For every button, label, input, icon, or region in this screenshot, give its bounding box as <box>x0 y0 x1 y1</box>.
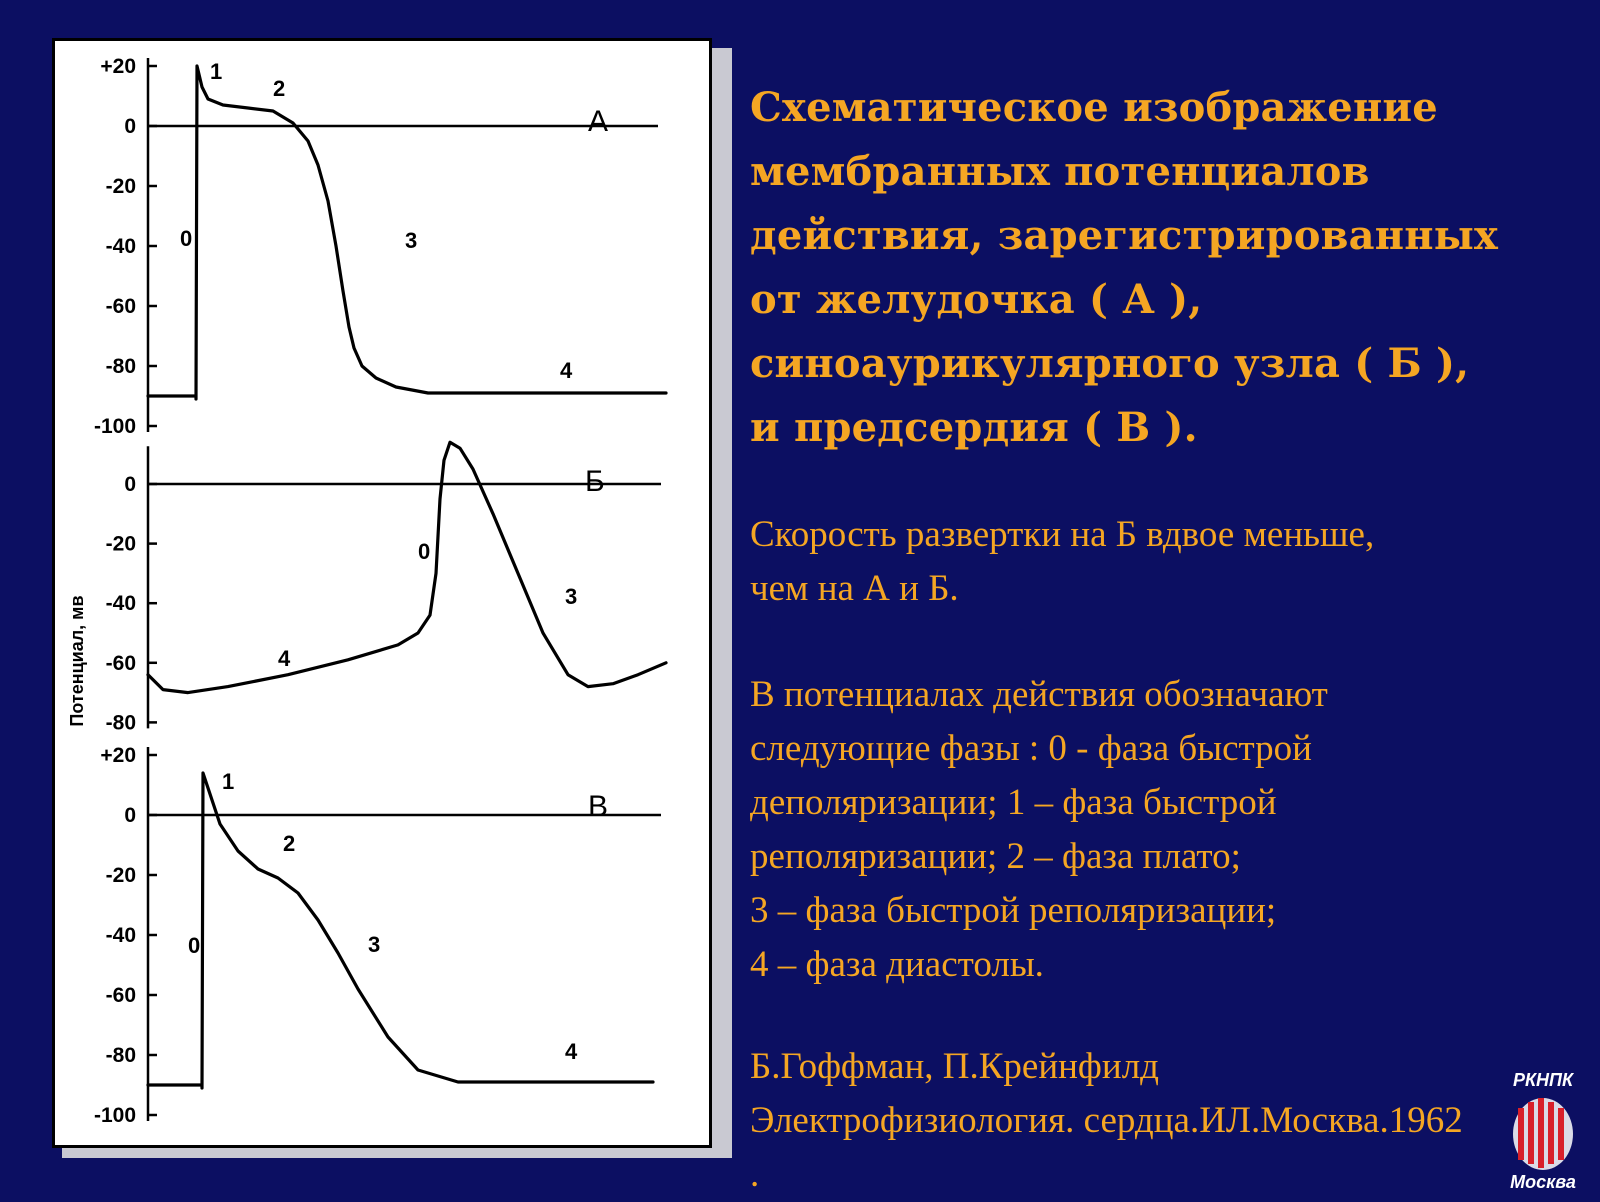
phase-label: 4 <box>560 358 573 383</box>
title-line: Схематическое изображение <box>750 84 1438 131</box>
note-line: 4 – фаза диастолы. <box>750 944 1044 985</box>
note-line: реполяризации; 2 – фаза плато; <box>750 836 1241 877</box>
y-tick-label: +20 <box>100 744 136 767</box>
y-tick-label: -80 <box>105 355 136 378</box>
y-tick-label: +20 <box>100 55 136 78</box>
rknpk-logo <box>1488 1068 1598 1200</box>
y-tick-label: -40 <box>105 592 136 616</box>
logo-mark-icon <box>1510 1094 1576 1172</box>
y-tick-label: -40 <box>105 924 136 947</box>
phase-label: 0 <box>418 539 431 564</box>
phase-label: 2 <box>283 831 296 856</box>
y-tick-label: 0 <box>124 115 136 138</box>
y-tick-label: -60 <box>105 984 136 1007</box>
y-tick-label: -20 <box>105 532 136 556</box>
y-tick-label: -40 <box>105 235 136 258</box>
panel-letter: В <box>588 790 609 823</box>
phases-description <box>750 668 1570 992</box>
y-tick-label: -80 <box>105 711 136 735</box>
y-tick-label: -60 <box>105 651 136 675</box>
title-line: действия, зарегистрированных <box>750 212 1499 259</box>
phase-label: 3 <box>565 584 578 609</box>
y-tick-label: 0 <box>124 804 136 827</box>
phase-label: 1 <box>210 59 223 84</box>
phase-label: 1 <box>222 769 235 794</box>
action-potential-chart <box>55 41 709 1145</box>
citation-trailing-dot: . <box>750 1154 760 1195</box>
action-potential-figure <box>52 38 712 1148</box>
y-axis-label: Потенциал, мв <box>67 595 87 727</box>
logo-bottom-text: Москва <box>1510 1172 1576 1192</box>
y-tick-label: -20 <box>105 864 136 887</box>
note-line: чем на А и Б. <box>750 568 959 609</box>
y-tick-label: -60 <box>105 295 136 318</box>
note-line: 3 – фаза быстрой реполяризации; <box>750 890 1277 931</box>
y-tick-label: -80 <box>105 1044 136 1067</box>
note-line: Скорость развертки на Б вдвое меньше, <box>750 514 1375 555</box>
panel-letter: А <box>588 105 609 138</box>
source-citation <box>750 1040 1600 1202</box>
panel-letter: Б <box>585 465 605 498</box>
sweep-speed-note <box>750 508 1570 616</box>
action-potential-curve <box>148 773 653 1088</box>
phase-label: 3 <box>368 932 381 957</box>
logo-top-text: РКНПК <box>1512 1070 1574 1090</box>
phase-label: 4 <box>565 1039 578 1064</box>
citation-line: Б.Гоффман, П.Крейнфилд <box>750 1046 1159 1087</box>
title-line: синоаурикулярного узла ( Б ), <box>750 340 1470 387</box>
note-line: следующие фазы : 0 - фаза быстрой <box>750 728 1312 769</box>
y-tick-label: -100 <box>93 1104 136 1127</box>
y-tick-label: 0 <box>124 473 136 496</box>
note-line: В потенциалах действия обозначают <box>750 674 1328 715</box>
title-line: мембранных потенциалов <box>750 148 1370 195</box>
phase-label: 2 <box>273 76 286 101</box>
y-tick-label: -100 <box>93 415 136 438</box>
phase-label: 0 <box>180 226 193 251</box>
note-line: деполяризации; 1 – фаза быстрой <box>750 782 1277 823</box>
title-line: и предсердия ( В ). <box>750 404 1198 451</box>
slide-title <box>750 76 1570 460</box>
phase-label: 4 <box>278 646 291 671</box>
y-tick-label: -20 <box>105 175 136 198</box>
phase-label: 3 <box>405 228 418 253</box>
title-line: от желудочка ( А ), <box>750 276 1203 323</box>
phase-label: 0 <box>188 933 201 958</box>
citation-line: Электрофизиология. сердца.ИЛ.Москва.1962 <box>750 1100 1463 1141</box>
